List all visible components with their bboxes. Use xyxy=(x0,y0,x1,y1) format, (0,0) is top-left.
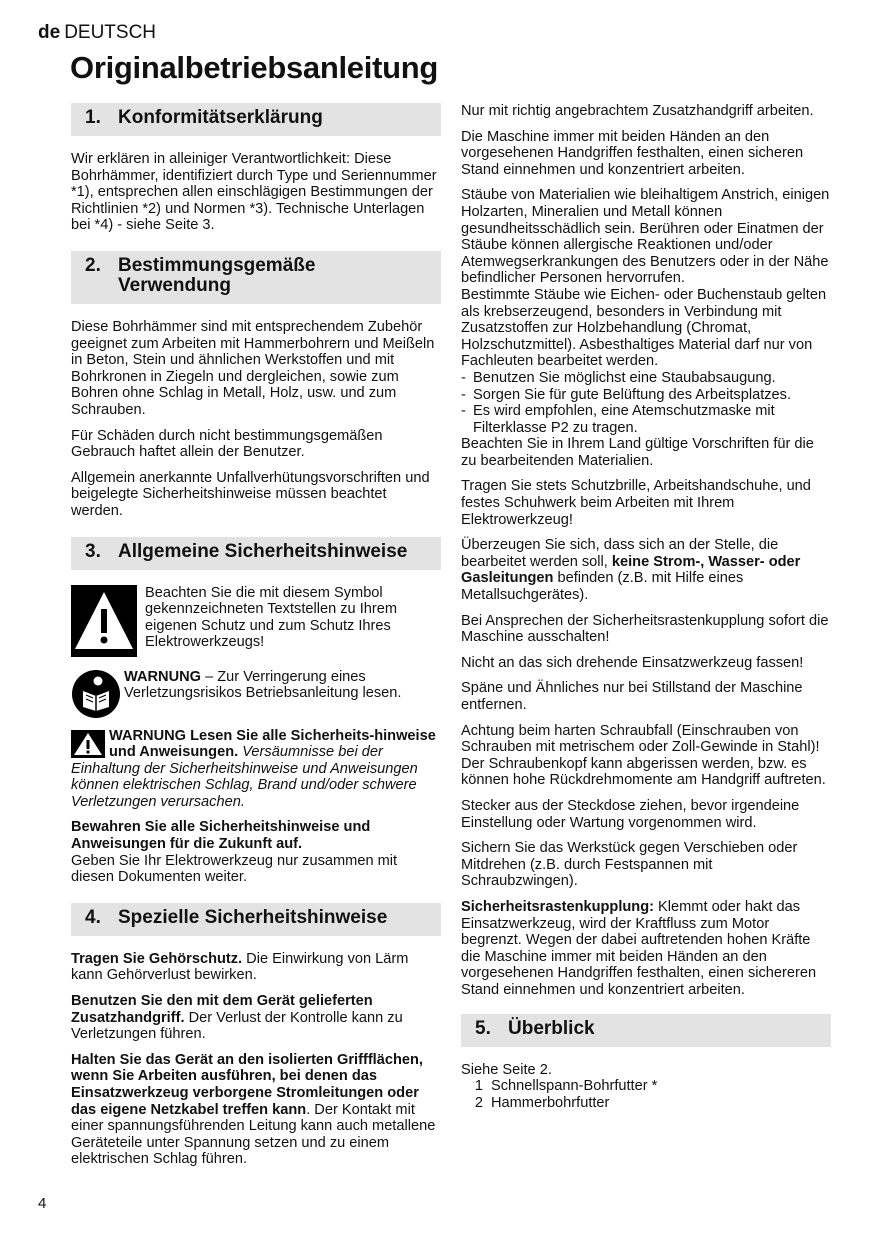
keep-instructions-bold xyxy=(71,819,441,852)
liability-text: Für Schäden durch nicht bestimmungsgemäßen Gebrauch haftet allein der Benutzer. xyxy=(71,427,383,461)
section-number: 4. xyxy=(85,906,101,928)
overview-intro: Siehe Seite 2. xyxy=(461,1061,552,1078)
read-all-instructions xyxy=(71,728,441,811)
safety-paragraph: Bei Ansprechen der Sicherheitsrastenkupplung sofort die Maschine ausschalten! xyxy=(461,612,829,646)
safety-paragraph: Sichern Sie das Werkstück gegen Verschieben oder Mitdrehen (z.B. durch Festspannen mit Schraubzwingen). xyxy=(461,840,798,890)
regulations-text: Allgemein anerkannte Unfallverhütungsvorschriften und beigelegte Sicherheitshinweise müssen beachtet werden. xyxy=(71,469,430,519)
section-title: Bestimmungsgemäße Verwendung xyxy=(118,254,316,296)
safety-paragraph: Stecker aus der Steckdose ziehen, bevor irgendeine Einstellung oder Wartung vorgenommen wird. xyxy=(461,797,800,831)
section-1-heading xyxy=(71,103,441,136)
clutch-text: Klemmt oder hakt das Einsatzwerkzeug, wird der Kraftfluss zum Motor begrenzt. Wegen der dabei auftretenden hohen Kräfte die Maschine immer mit beiden Händen an den vorgesehenen Handgriffen festhalten, einen sichereren Stand einnehmen und konzentriert arbeiten. xyxy=(461,898,817,998)
warning-text: – Zur Verringerung eines Verletzungsrisikos Betriebsanleitung lesen. xyxy=(124,668,402,702)
dash-item xyxy=(461,403,831,436)
list-item xyxy=(461,1095,831,1112)
aux-handle-bold: Benutzen Sie den mit dem Gerät gelieferten Zusatzhandgriff. xyxy=(71,993,373,1026)
section-number: 3. xyxy=(85,540,101,562)
warning-label: WARNUNG xyxy=(124,668,202,685)
section-number: 5. xyxy=(475,1017,491,1039)
hearing-protection xyxy=(71,951,441,984)
dash-text: Sorgen Sie für gute Belüftung des Arbeitsplatzes. xyxy=(473,386,792,403)
warning-triangle-small-icon xyxy=(71,730,105,758)
read-all-bold: WARNUNG Lesen Sie alle Sicherheits-hinweise und Anweisungen. xyxy=(109,727,436,761)
insulated-grip-text: . Der Kontakt mit einer spannungsführenden Leitung kann auch metallene Geräteteile unter Spannung setzen und zu einem elektrischen Schlag führen. xyxy=(71,1101,436,1168)
list-item xyxy=(461,1078,831,1095)
item-number: 1 xyxy=(474,1078,483,1095)
symbol-notice xyxy=(71,585,441,663)
safety-paragraph: Nicht an das sich drehende Einsatzwerkzeug fassen! xyxy=(461,654,804,671)
insulated-grip xyxy=(71,1052,441,1168)
clutch-paragraph xyxy=(461,899,831,999)
safety-paragraph: Achtung beim harten Schraubfall (Einschrauben von Schrauben mit metrischem oder Zoll-Gewinde in Stahl)! Der Schraubenkopf kann abgerissen werden, bzw. es können hohe Rückdrehmomente am Handgriff auftreten. xyxy=(461,722,826,789)
dash-text: Benutzen Sie möglichst eine Staubabsaugung. xyxy=(473,369,776,386)
dash-item xyxy=(461,387,831,404)
page-title: Originalbetriebsanleitung xyxy=(70,50,438,85)
section-3-heading xyxy=(71,537,441,570)
section-5-heading xyxy=(461,1014,831,1047)
dash-text: Es wird empfohlen, eine Atemschutzmaske mit Filterklasse P2 zu tragen. xyxy=(473,403,775,436)
item-label: Schnellspann-Bohrfutter * xyxy=(491,1078,658,1095)
read-manual-icon xyxy=(71,669,121,719)
dust-paragraph: Stäube von Materialien wie bleihaltigem Anstrich, einigen Holzarten, Mineralien und Metall können gesundheitsschädlich sein. Berühren oder Einatmen der Stäube können allergische Reaktionen und/oder Atemwegserkrankungen des Benutzers oder in der Nähe befindlicher Personen hervorrufen. xyxy=(461,187,830,287)
section-title: Konformitätserklärung xyxy=(118,107,323,128)
utility-text-b: befinden (z.B. mit Hilfe eines Metallsuchgerätes). xyxy=(461,570,744,604)
dash-mark: - xyxy=(461,403,466,420)
intended-use-text: Diese Bohrhämmer sind mit entsprechendem Zubehör geeignet zum Arbeiten mit Hammerbohrern und Meißeln in Beton, Stein und ähnlichen Werkstoffen und mit Bohrkronen in Ziegeln und dergleichen, sowie zum Bohren ohne Schlag in Metall, Holz, usw. und zum Schrauben. xyxy=(71,318,435,418)
safety-paragraph: Späne und Ähnliches nur bei Stillstand der Maschine entfernen. xyxy=(461,680,803,713)
insulated-grip-bold: Halten Sie das Gerät an den isolierten Griffflächen, wenn Sie Arbeiten ausführen, bei denen das Einsatzwerkzeug verborgene Stromleitungen oder das eigene Netzkabel treffen kann xyxy=(71,1051,423,1118)
left-column xyxy=(71,103,441,1177)
language-code: de xyxy=(38,22,61,43)
conformity-text: Wir erklären in alleiniger Verantwortlichkeit: Diese Bohrhämmer, identifiziert durch Type und Seriennummer *1), entsprechen allen einschlägigen Bestimmungen der Richtlinien *2) und Normen *3). Technische Unterlagen bei *4) - siehe Seite 3. xyxy=(71,151,437,234)
hearing-bold: Tragen Sie Gehörschutz. xyxy=(71,950,243,967)
section-title: Allgemeine Sicherheitshinweise xyxy=(118,540,408,562)
safety-paragraph: Beachten Sie in Ihrem Land gültige Vorschriften für die zu bearbeitenden Materialien. xyxy=(461,436,814,469)
hearing-text: Die Einwirkung von Lärm kann Gehörverlust bewirken. xyxy=(71,950,409,984)
aux-handle xyxy=(71,993,441,1043)
safety-paragraph: Die Maschine immer mit beiden Händen an den vorgesehenen Handgriffen festhalten, einen sicheren Stand einnehmen und konzentriert arbeiten. xyxy=(461,128,804,178)
dash-mark: - xyxy=(461,369,466,386)
utility-text-a: Überzeugen Sie sich, dass sich an der Stelle, die bearbeitet werden soll, xyxy=(461,537,779,570)
keep-bold-text: Bewahren Sie alle Sicherheitshinweise und Anweisungen für die Zukunft auf. xyxy=(71,819,371,853)
item-number: 2 xyxy=(474,1094,483,1111)
read-manual-text xyxy=(124,669,441,702)
read-all-italic: Versäumnisse bei der Einhaltung der Sicherheitshinweise und Anweisungen können elektrischen Schlag, Brand und/oder schwere Verletzungen verursachen. xyxy=(71,744,418,810)
language-label xyxy=(38,22,156,44)
dust-cancer-paragraph: Bestimmte Stäube wie Eichen- oder Buchenstaub gelten als krebserzeugend, besonders in Verbindung mit Zusatzstoffen zur Holzbehandlung (Chromat, Holzschutzmittel). Asbesthaltiges Material darf nur von Fachleuten bearbeitet werden. xyxy=(461,286,827,370)
clutch-bold: Sicherheitsrastenkupplung: xyxy=(461,898,654,915)
warning-triangle-icon xyxy=(71,585,137,657)
section-number: 2. xyxy=(85,254,101,276)
safety-paragraph: Tragen Sie stets Schutzbrille, Arbeitshandschuhe, und festes Schuhwerk beim Arbeiten mit Ihrem Elektrowerkzeug! xyxy=(461,478,811,528)
pass-on-text: Geben Sie Ihr Elektrowerkzeug nur zusammen mit diesen Dokumenten weiter. xyxy=(71,852,398,886)
read-manual-notice xyxy=(71,669,441,721)
dash-item xyxy=(461,370,831,387)
dash-mark: - xyxy=(461,386,466,403)
item-label: Hammerbohrfutter xyxy=(491,1094,610,1111)
section-title: Überblick xyxy=(508,1017,595,1039)
aux-handle-text: Der Verlust der Kontrolle kann zu Verletzungen führen. xyxy=(71,1009,403,1043)
language-name: DEUTSCH xyxy=(64,22,157,43)
page-number: 4 xyxy=(38,1195,47,1212)
section-4-heading xyxy=(71,903,441,936)
section-title: Spezielle Sicherheitshinweise xyxy=(118,906,388,928)
section-number: 1. xyxy=(85,107,101,128)
symbol-notice-text: Beachten Sie die mit diesem Symbol gekennzeichneten Textstellen zu Ihrem eigenen Schutz und zum Schutz Ihres Elektrowerkzeugs! xyxy=(145,584,398,651)
utility-lines-paragraph xyxy=(461,537,831,603)
safety-paragraph: Nur mit richtig angebrachtem Zusatzhandgriff arbeiten. xyxy=(461,103,814,119)
utility-bold: keine Strom-, Wasser- oder Gasleitungen xyxy=(461,553,801,587)
right-column xyxy=(461,103,831,1111)
section-2-heading xyxy=(71,251,441,304)
